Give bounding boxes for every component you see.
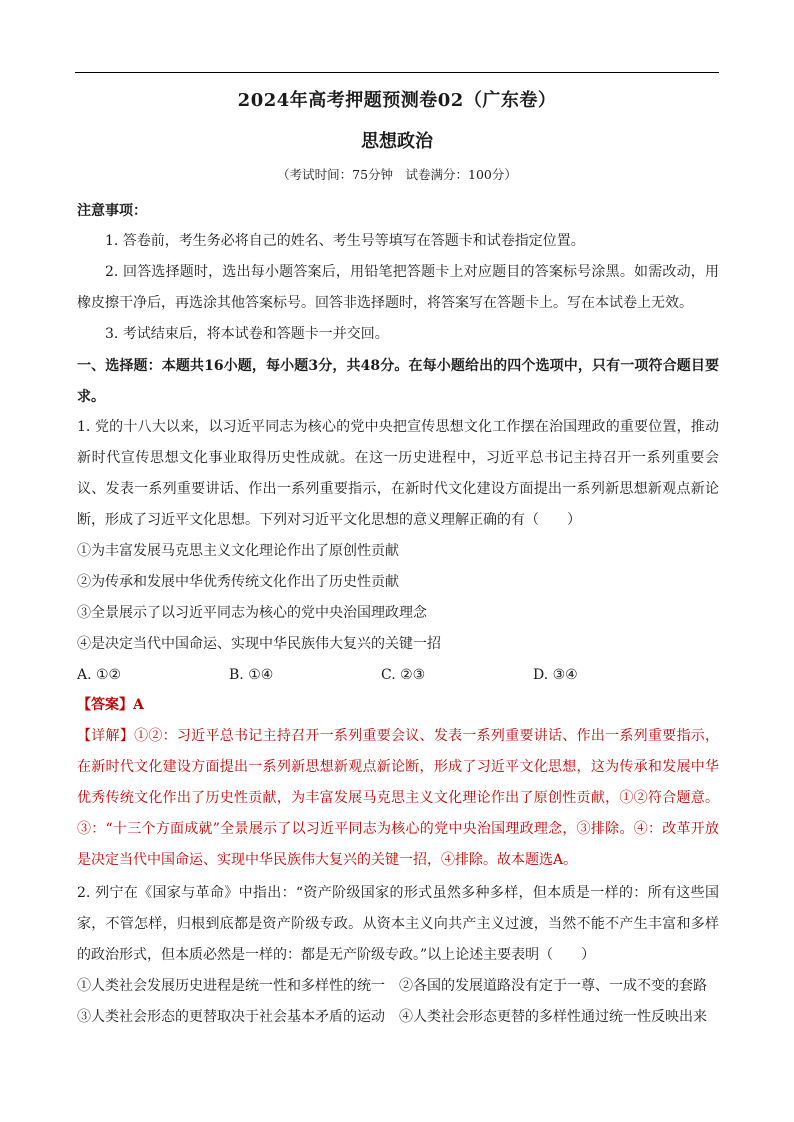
notice-list	[77, 226, 719, 350]
subject-title: 思想政治	[361, 131, 433, 152]
exam-title: 2024年高考押题预测卷02（广东卷）	[237, 90, 557, 111]
notice-item: 3. 考试结束后，将本试卷和答题卡一并交回。	[105, 326, 389, 342]
question-2	[77, 878, 719, 1033]
notice-item: 1. 答卷前，考生务必将自己的姓名、考生号等填写在答题卡和试卷指定位置。	[105, 233, 585, 249]
statement-item: ③全景展示了以习近平同志为核心的党中央治国理政理念	[77, 605, 427, 621]
choice-row	[77, 660, 719, 691]
section-title: 一、选择题：本题共16小题，每小题3分，共48分。在每小题给出的四个选项中，只有一项符合题目要求。	[77, 358, 719, 405]
notice-title: 注意事项：	[77, 203, 147, 219]
statement-item: ②为传承和发展中华优秀传统文化作出了历史性贡献	[77, 574, 399, 590]
choice-d: D. ③④	[533, 667, 578, 683]
choice-b: B. ①④	[229, 667, 274, 683]
answer-explanation: 【详解】①②：习近平总书记主持召开一系列重要会议、发表一系列重要讲话、作出一系列重要指示，在新时代文化建设方面提出一系列新思想新观点新论断，形成了习近平文化思想，这为传承和发展中华优秀传统文化作出了历史性贡献，为丰富发展马克思主义文化理论作出了原创性贡献，①②符合题意。③：“十三个方面成就”全景展示了以习近平同志为核心的党中央治国理政理念，③排除。④：改革开放是决定当代中国命运、实现中华民族伟大复兴的关键一招，④排除。故本题选A。	[77, 728, 719, 868]
statement-row: ③人类社会形态的更替取决于社会基本矛盾的运动 ④人类社会形态更替的多样性通过统一性反映出来	[77, 1009, 707, 1025]
answer-block	[77, 690, 719, 876]
choice-c: C. ②③	[381, 667, 426, 683]
statement-item: ①为丰富发展马克思主义文化理论作出了原创性贡献	[77, 543, 399, 559]
choice-a: A. ①②	[77, 667, 122, 683]
question-stem: 1. 党的十八大以来，以习近平同志为核心的党中央把宣传思想文化工作摆在治国理政的重要位置，推动新时代宣传思想文化事业取得历史性成就。在这一历史进程中，习近平总书记主持召开一系列重要会议、发表一系列重要讲话、作出一系列重要指示，在新时代文化建设方面提出一系列新思想新观点新论断，形成了习近平文化思想。下列对习近平文化思想的意义理解正确的有（ ）	[77, 419, 719, 528]
question-1	[77, 412, 719, 691]
statement-row: ①人类社会发展历史进程是统一性和多样性的统一 ②各国的发展道路没有定于一尊、一成不变的套路	[77, 978, 707, 994]
header-rule	[75, 72, 719, 73]
notice-item: 2. 回答选择题时，选出每小题答案后，用铅笔把答题卡上对应题目的答案标号涂黑。如需改动，用橡皮擦干净后，再选涂其他答案标号。回答非选择题时，将答案写在答题卡上。写在本试卷上无效。	[77, 264, 719, 311]
exam-info: （考试时间：75分钟 试卷满分：100分）	[277, 167, 517, 182]
question-stem: 2. 列宁在《国家与革命》中指出：“资产阶级国家的形式虽然多种多样，但本质是一样的：所有这些国家，不管怎样，归根到底都是资产阶级专政。从资本主义向共产主义过渡，当然不能不产生丰富和多样的政治形式，但本质必然是一样的：都是无产阶级专政。”以上论述主要表明（ ）	[77, 885, 719, 963]
answer-label: 【答案】A	[77, 697, 144, 713]
statement-item: ④是决定当代中国命运、实现中华民族伟大复兴的关键一招	[77, 636, 441, 652]
